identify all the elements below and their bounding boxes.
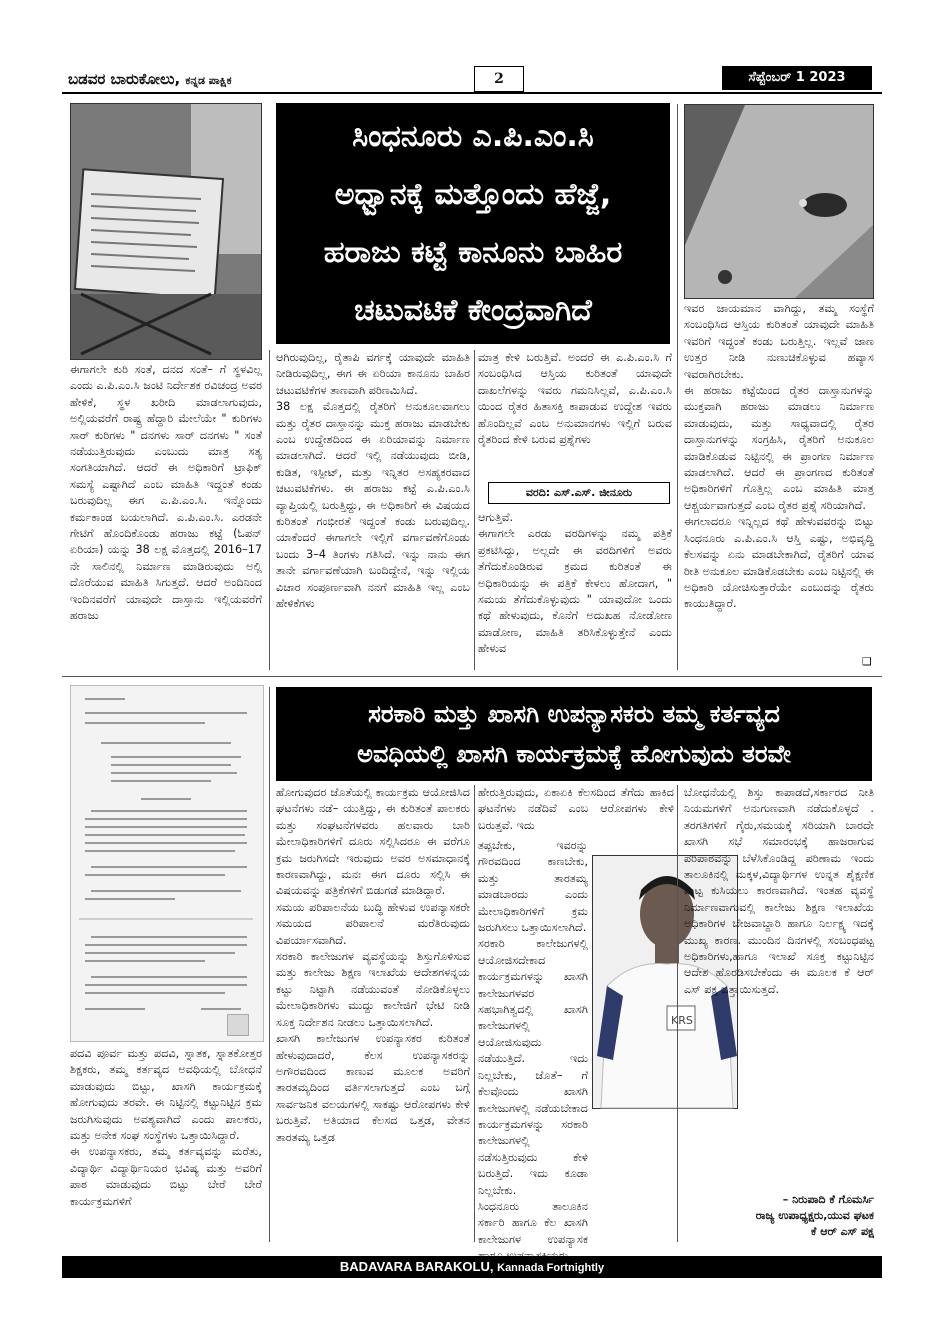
signature-party: ಕೆ ಆರ್ ಎಸ್ ಪಕ್ಷ (810, 1225, 874, 1238)
column-divider (474, 350, 475, 670)
apmc-auction-yard-photo (684, 104, 874, 299)
author-signature (684, 1192, 874, 1240)
article1-column-1: ಈಗಾಗಲೇ ಕುರಿ ಸಂತೆ, ದನದ ಸಂತೆ– ಗೆ ಸ್ಥಳವಿಲ್ಲ ಎಂದು ಎ.ಪಿ.ಎಂ.ಸಿ ಜಂಟಿ ನಿರ್ದೇಶಕ ರವಿಚಂದ್ರ ಅವರ ಹೇಳಿಕೆ, ಸ್ಥಳ ಖರೀದಿ ಮಾಡಲಾಗುವುದು, ಅಲ್ಲಿಯವರೆಗೆ ರಾಷ್ಟ್ರ ಹೆದ್ದಾರಿ ಮೇಲೆಯೇ " ಕುರಿಗಳು ಸಾರ್ ಕುರಿಗಳು " ದನಗಳು ಸಾರ್ ದನಗಳು " ಸಂತೆ ನಡೆಯುತ್ತಿರುವುದು ಎಂಬುದು ಮಾತ್ರ ಸತ್ಯ ಸಂಗತಿಯಾಗಿದೆ. ಆದರೆ ಈ ಅಧಿಕಾರಿಗೆ ಟ್ರಾಫಿಕ್ ಸಮಸ್ಯೆ ಎಷ್ಟಾಗಿದೆ ಎಂಬ ಮಾಹಿತಿ ಇದ್ದಂತೆ ಕಂಡು ಬರುವುದಿಲ್ಲ ಈಗ ಎ.ಪಿ.ಎಂ.ಸಿ. ಇನ್ನೊಂದು ಕರ್ಮಕಾಂಡ ಬಯಲಾಗಿದೆ. ಎ.ಪಿ.ಎಂ.ಸಿ. ಎರಡನೇ ಗೇಟಿಗೆ ಹೊಂದಿಕೊಂಡು ಹರಾಜು ಕಟ್ಟೆ (ಓಪನ್ ಏರಿಯಾ) ಯನ್ನು 38 ಲಕ್ಷ ಮೊತ್ತದಲ್ಲಿ 2016–17 ನೇ ಸಾಲಿನಲ್ಲಿ ನಿರ್ಮಾಣ ಮಾಡಿರುವುದು ಅಲ್ಲಿ ದೊರೆಯುವ ಮಾಹಿತಿ ಸಿಗುತ್ತದೆ. ಆದರೆ ಅಂದಿನಿಂದ ಇಂದಿನವರೆಗೆ ಯಾವುದೇ ದಾಸ್ತಾನು ಇಲ್ಲಿಯವರೆಗೆ ಹರಾಜು (70, 363, 262, 623)
article2-column-4: ಬೋಧನೆಯಲ್ಲಿ ಶಿಸ್ತು ಕಾಪಾಡದೆ,ಸರ್ಕಾರದ ನೀತಿ ನಿಯಮಗಳಿಗೆ ಅನುಗುಣವಾಗಿ ನಡೆದುಕೊಳ್ಳದೆ . ತರಗತಿಗಳಿಗೆ ಗೈರು,ಸಮಯಕ್ಕೆ ಸರಿಯಾಗಿ ಬಾರದೇ ಖಾಸಗಿ ಸಭೆ ಸಮಾರಂಭಕ್ಕೆ ಹಾಜರಾಗುವ ಪರಿಪಾಠವನ್ನು ಬೆಳೆಸಿಕೊಂಡಿದ್ದ ಪರಿಣಾಮ ಇಂದು ತಾಲೂಕಿನಲ್ಲಿ ಮಕ್ಕಳ,ವಿದ್ಯಾರ್ಥಿಗಳ ಉನ್ನತ ಶೈಕ್ಷಣಿಕ ಮಟ್ಟ ಕುಸಿಯಲು ಕಾರಣವಾಗಿದೆ. ಇಂತಹ ವ್ಯವಸ್ಥೆ ನಿರ್ಮಾಣವಾಗುವಲ್ಲಿ ಕಾಲೇಜು ಶಿಕ್ಷಣ ಇಲಾಖೆಯ ಅಧಿಕಾರಿಗಳ ಬೇಜವಾಬ್ದಾರಿ ಹಾಗೂ ನಿರ್ಲಕ್ಷ್ಯ ಇದಕ್ಕೆ ಮುಖ್ಯ ಕಾರಣ. ಮುಂದಿನ ದಿನಗಳಲ್ಲಿ ಸಂಬಂಧಪಟ್ಟ ಅಧಿಕಾರಿಗಳು,ಹಾಗೂ ಇಲಾಖೆ ಸೂಕ್ತ ಕಟ್ಟುನಿಟ್ಟಿನ ಆದೇಶ ಹೊರಡಿಸಬೇಕೆಂದು ಈ ಮೂಲಕ ಕೆ ಆರ್ ಎಸ್ ಪಕ್ಷ ಒತ್ತಾಯಿಸುತ್ತದೆ. (684, 786, 874, 996)
signature-name: – ನಿರುಪಾದಿ ಕೆ ಗೊಮರ್ಸಿ (782, 1193, 874, 1206)
article1-headline-line: ಅಧ್ವಾನಕ್ಕೆ ಮತ್ತೊಂದು ಹೆಜ್ಜೆ, (334, 177, 612, 212)
article2-column-1: ಪದವಿ ಪೂರ್ವ ಮತ್ತು ಪದವಿ, ಸ್ನಾತಕ, ಸ್ನಾತಕೋತ್ತರ ಶಿಕ್ಷಕರು, ತಮ್ಮ ಕರ್ತವ್ಯದ ಅವಧಿಯಲ್ಲಿ ಬೋಧನೆ ಮಾಡುವುದು ಬಿಟ್ಟು, ಖಾಸಗಿ ಕಾರ್ಯಕ್ರಮಕ್ಕೆ ಹೋಗುವುದು ತರವೇ. ಈ ನಿಟ್ಟಿನಲ್ಲಿ ಕಟ್ಟುನಿಟ್ಟಿನ ಕ್ರಮ ಜರುಗಿಸುವುದು ಅವಶ್ಯವಾಗಿದೆ ಎಂದು ಪಾಲಕರು, ಮತ್ತು ಅನೇಕ ಸಂಘ ಸಂಸ್ಥೆಗಳು ಒತ್ತಾಯಿಸಿದ್ದಾರೆ. ಈ ಉಪನ್ಯಾಸಕರು, ತಮ್ಮ ಕರ್ತವ್ಯವನ್ನು ಮರೆತು, ವಿದ್ಯಾರ್ಥಿ ವಿದ್ಯಾರ್ಥಿನಿಯರ ಭವಿಷ್ಯ ಮತ್ತು ಅವರಿಗೆ ಪಾಠ ಮಾಡುವುದು ಬಿಟ್ಟು ಬೇರೆ ಬೇರೆ ಕಾರ್ಯಕ್ರಮಗಳಿಗೆ (70, 1047, 262, 1208)
section-divider (62, 676, 882, 677)
article1-headline (276, 103, 670, 344)
footer-banner (62, 1256, 882, 1278)
article1-headline-line: ಸಿಂಧನೂರು ಎ.ಪಿ.ಎಂ.ಸಿ (352, 119, 594, 154)
article1-column-4: ಇವರ ಜಾಯಮಾನ ವಾಗಿದ್ದು, ತಮ್ಮ ಸಂಸ್ಥೆಗೆ ಸಂಬಂಧಿಸಿದ ಆಸ್ತಿಯ ಕುರಿತಂತೆ ಯಾವುದೇ ಮಾಹಿತಿ ಇವರಿಗೆ ಇದ್ದಂತೆ ಕಂಡು ಬರುತ್ತಿಲ್ಲ. ಇಲ್ಲವೆ ಜಾಣ ಉತ್ತರ ನೀಡಿ ನುಣುಚಿಕೊಳ್ಳುವ ಹವ್ಯಾಸ ಇವರಾಗಿರಬೇಕು. ಈ ಹರಾಜು ಕಟ್ಟೆಯಿಂದ ರೈತರ ದಾಸ್ತಾನುಗಳನ್ನು ಮುಕ್ತವಾಗಿ ಹರಾಜು ಮಾಡಲು ನಿರ್ಮಾಣ ಮಾಡುವುದು, ಮತ್ತು ಸಾಧ್ಯವಾದಲ್ಲಿ ರೈತರ ದಾಸ್ತಾನುಗಳನ್ನು ಸಂಗ್ರಹಿಸಿ, ರೈತರಿಗೆ ಅನುಕೂಲ ಮಾಡಿಕೊಡುವ ನಿಟ್ಟಿನಲ್ಲಿ ಈ ಪ್ರಾಂಗಣ ನಿರ್ಮಾಣ ಮಾಡಲಾಗಿದೆ. ಆದರೆ ಈ ಪ್ರಾಂಗಣದ ಕುರಿತಂತೆ ಅಧಿಕಾರಿಗಳಿಗೆ ಗೊತ್ತಿಲ್ಲ ಎಂಬ ಮಾಹಿತಿ ಮಾತ್ರ ಆಶ್ಚರ್ಯವಾಗುತ್ತದೆ ಎಂಬ ರೈತರ ಪ್ರಶ್ನೆ ಸರಿಯಾಗಿದೆ. ಈಗಲಾದರೂ ಇನ್ನಿಲ್ಲದ ಕಥೆ ಹೇಳುವವರನ್ನು ಬಿಟ್ಟು ಸಿಂಧನೂರು ಎ.ಪಿ.ಎಂ.ಸಿ ಆಸ್ತಿ ಎಷ್ಟು, ಅಭಿವೃದ್ಧಿ ಕೆಲಸವನ್ನು ಏನು ಮಾಡಬೇಕಾಗಿದೆ, ರೈತರಿಗೆ ಯಾವ ರೀತಿ ಅನುಕೂಲ ಮಾಡಿಕೊಡಬೇಕು ಎಂಬ ನಿಟ್ಟಿನಲ್ಲಿ ಈ ಅಧಿಕಾರಿ ಯೋಚಿಸುತ್ತಾರೆಯೇ ಎಂಬುದನ್ನು ರೈತರು ಕಾಯುತಿದ್ದಾರೆ. (684, 302, 874, 611)
apmc-signboard-photo (70, 103, 262, 360)
header-rule (62, 92, 882, 94)
column-divider (269, 687, 270, 1242)
yard-illustration (685, 105, 873, 298)
complaint-letter-image (70, 685, 264, 1042)
column-divider (677, 104, 678, 670)
article2-column-3a: ಹೇರುತ್ತಿರುವುದು, ಏಕಾಏಕಿ ಕೆಲಸದಿಂದ ತೆಗೆದು ಹಾಕಿದ ಘಟನೆಗಳು ನಡೆದಿವೆ ಎಂಬ ಆರೋಪಗಳು ಕೇಳಿ ಬರುತ್ತವೆ. ಇದು (478, 786, 674, 832)
article1-column-3b: ಆಗುತ್ತಿವೆ. ಈಗಾಗಲೇ ಎರಡು ವರದಿಗಳನ್ನು ನಮ್ಮ ಪತ್ರಿಕೆ ಪ್ರಕಟಿಸಿದ್ದು, ಅಲ್ಲದೇ ಈ ವರದಿಗಳಿಗೆ ಅವರು ತೆಗೆದುಕೊಂಡಿರುವ ಕ್ರಮದ ಕುರಿತಂತೆ ಈ ಅಧಿಕಾರಿಯನ್ನು ಈ ಪತ್ರಿಕೆ ಕೇಳಲು ಹೋದಾಗ, " ಸಮಯ ತೆಗೆದುಕೊಳ್ಳುವುದು " ಯಾವುದೋ ಒಂದು ಕಥೆ ಹೇಳುವುದು, ಕೊನೆಗೆ ಅದುಖಹ ನೋಡೋಣ ಮಾಡೋಣ, ಮಾಹಿತಿ ತರಿಸಿಕೊಳ್ಳುತ್ತೇನೆ ಎಂದು ಹೇಳುವ (478, 511, 672, 656)
article1-headline-line: ಚಟುವಟಿಕೆ ಕೇಂದ್ರವಾಗಿದೆ (354, 293, 592, 328)
masthead (68, 70, 232, 88)
svg-text:KRS: KRS (671, 1014, 693, 1027)
column-divider (474, 785, 475, 1242)
article1-column-3a: ಮಾತ್ರ ಕೇಳಿ ಬರುತ್ತಿವೆ. ಅಂದರೆ ಈ ಎ.ಪಿ.ಎಂ.ಸಿ ಗೆ ಸಂಬಂಧಿಸಿದ ಆಸ್ತಿಯ ಕುರಿತಂತೆ ಯಾವುದೇ ದಾಖಲೆಗಳನ್ನು ಇವರು ಗಮನಿಸಿಲ್ಲವೆ, ಎ.ಪಿ.ಎಂ.ಸಿ ಯಿಂದ ರೈತರ ಹಿತಾಸಕ್ತಿ ಕಾಪಾಡುವ ಉದ್ದೇಶ ಇವರು ಹೊಂದಿಲ್ಲವೆ ಎಂಬ ಅನುಮಾನಗಳು ಇಲ್ಲಿಗೆ ಬರುವ ರೈತರಿಂದ ಕೇಳಿ ಬರುವ ಪ್ರಶ್ನೆಗಳು (478, 351, 672, 447)
issue-date: ಸೆಪ್ಟೆಂಬರ್ 1 2023 (722, 66, 872, 90)
footer-subtitle: Kannada Fortnightly (497, 1262, 605, 1274)
article2-headline-line: ಅವಧಿಯಲ್ಲಿ ಖಾಸಗಿ ಕಾರ್ಯಕ್ರಮಕ್ಕೆ ಹೋಗುವುದು ತರವೇ (357, 740, 791, 768)
masthead-title: ಬಡವರ ಬಾರುಕೋಲು, (68, 70, 181, 88)
page-number: 2 (474, 66, 524, 92)
article1-headline-line: ಹರಾಜು ಕಟ್ಟೆ ಕಾನೂನು ಬಾಹಿರ (323, 235, 623, 270)
article1-byline: ವರದಿ: ಎಸ್.ಎಸ್. ಜೀನೂರು (488, 482, 670, 504)
article2-headline-line: ಸರಕಾರಿ ಮತ್ತು ಖಾಸಗಿ ಉಪನ್ಯಾಸಕರು ತಮ್ಮ ಕರ್ತವ್ಯದ (368, 700, 780, 728)
masthead-subtitle: ಕನ್ನಡ ಪಾಕ್ಷಿಕ (185, 74, 232, 87)
footer-title: BADAVARA BARAKOLU, (339, 1259, 494, 1274)
article2-column-3b: ತಪ್ಪಬೇಕು, ಇವರನ್ನು ಗೌರವದಿಂದ ಕಾಣಬೇಕು, ಮತ್ತು ತಾರತಮ್ಯ ಮಾಡಬಾರದು ಎಂದು ಮೇಲಾಧಿಕಾರಿಗಳಿಗೆ ಕ್ರಮ ಜರುಗಿಸಲು ಒತ್ತಾಯಿಸಲಾಗಿದೆ. ಸರಕಾರಿ ಕಾಲೇಜುಗಳಲ್ಲಿ ಆಯೋಜಿಸದೇಕಾದ ಕಾರ್ಯಕ್ರಮಗಳನ್ನು ಖಾಸಗಿ ಕಾಲೇಜುಗಳವರ ಸಹಭಾಗಿತ್ವದಲ್ಲಿ ಖಾಸಗಿ ಕಾಲೇಜುಗಳಲ್ಲಿ ಆಯೋಜಿಸುವುದು ನಡೆಯುತ್ತಿದೆ. ಇದು ನಿಲ್ಲಬೇಕು, ಜೊತೆ– ಗೆ ಕೆಲವೊಂದು ಖಾಸಗಿ ಕಾಲೇಜುಗಳಲ್ಲಿ ನಡೆಯಬೇಕಾದ ಕಾರ್ಯಕ್ರಮಗಳನ್ನು ಸರಕಾರಿ ಕಾಲೇಜುಗಳಲ್ಲಿ ನಡೆಸುತ್ತಿರುವುದು ಕೇಳಿ ಬರುತ್ತಿದೆ. ಇದು ಕೂಡಾ ನಿಲ್ಲಬೇಕು. ಸಿಂಧನೂರು ತಾಲೂಕಿನ ಸರ್ಕಾರಿ ಹಾಗೂ ಕೆಲ ಖಾಸಗಿ ಕಾಲೇಜುಗಳ ಉಪನ್ಯಾಸಕ (478, 839, 588, 1246)
article2-headline (276, 687, 872, 781)
article1-end-mark: ❑ (862, 655, 872, 668)
article1-column-2: ಆಗಿರುವುದಿಲ್ಲ, ರೈತಾಪಿ ವರ್ಗಕ್ಕೆ ಯಾವುದೇ ಮಾಹಿತಿ ನೀಡಿರುವುದಿಲ್ಲ, ಈಗ ಈ ಏರಿಯಾ ಕಾನೂನು ಬಾಹಿರ ಚಟುವಟಿಕೆಗಳ ತಾಣವಾಗಿ ಪರಿಣಮಿಸಿದೆ. 38 ಲಕ್ಷ ಮೊತ್ತದಲ್ಲಿ ರೈತರಿಗೆ ಅನುಕೂಲವಾಗಲು ಮತ್ತು ರೈತರ ದಾಸ್ತಾನನ್ನು ಮುಕ್ತ ಹರಾಜು ಮಾಡಬೇಕು ಎಂಬ ಉದ್ದೇಶದಿಂದ ಈ ಏರಿಯಾವನ್ನು ನಿರ್ಮಾಣ ಮಾಡಲಾಗಿದೆ. ಆದರೆ ಇಲ್ಲಿ ನಡೆಯುವುದು ಬೀಡಿ, ಕುಡಿತ, ಇಸ್ಪೀಟ್, ಮತ್ತು ಇನ್ನಿತರ ಅಸಹ್ಯಕರವಾದ ಚಟುವಟಿಕೆಗಳು. ಈ ಹರಾಜು ಕಟ್ಟೆ ಎ.ಪಿ.ಎಂ.ಸಿ ವ್ಯಾಪ್ತಿಯಲ್ಲಿ ಬರುತ್ತಿದ್ದು, ಈ ಅಧಿಕಾರಿಗೆ ಈ ವಿಷಯದ ಕುರಿತಂತೆ ಗಂಭೀರತೆ ಇದ್ದಂತೆ ಕಂಡು ಬರುವುದಿಲ್ಲ. ಯಾಕೆಂದರೆ ಈಗಾಗಲೇ ಇಲ್ಲಿಗೆ ವರ್ಗಾವಣೆಗೊಂಡು ಬಂದು 3–4 ತಿಂಗಳು ಗತಿಸಿದೆ. ಇನ್ನು ನಾನು ಈಗ ತಾನೇ ವರ್ಗಾವಣೆಯಾಗಿ ಬಂದಿದ್ದೇನೆ, ಇನ್ನು ಇಲ್ಲಿಯ ವಿಚಾರ ಸಂಪೂರ್ಣವಾಗಿ ನನಗೆ ಮಾಹಿತಿ ಇಲ್ಲ ಎಂಬ ಹೇಳಿಕೆಗಳು (276, 351, 470, 611)
column-divider (269, 350, 270, 670)
signature-title: ರಾಜ್ಯ ಉಪಾಧ್ಯಕ್ಷರು,ಯುವ ಘಟಕ (755, 1209, 874, 1222)
column-divider (677, 785, 678, 1242)
article2-column-2: ಹೋಗುವುದರ ಜೊತೆಯಲ್ಲಿ ಕಾರ್ಯಕ್ರಮ ಆಯೋಜಿಸಿದ ಘಟನೆಗಳು ನಡೆ– ಯುತ್ತಿದ್ದು, ಈ ಕುರಿತಂತೆ ಪಾಲಕರು ಮತ್ತು ಸಂಘಟನೆಗಳವರು ಹಲವಾರು ಬಾರಿ ಮೇಲಾಧಿಕಾರಿಗಳಿಗೆ ದೂರು ಸಲ್ಲಿಸಿದರೂ ಈ ವರೆಗೂ ಕ್ರಮ ಜರುಗಿಸದೇ ಇರುವುದು ಅವರ ಅಸಮಾಧಾನಕ್ಕೆ ಕಾರಣವಾಗಿದ್ದು, ಮನಃ ಈಗ ದೂರು ಸಲ್ಲಿಸಿ ಈ ವಿಷಯವನ್ನು ಪತ್ರಿಕೆಗಳಿಗೆ ಬಿಡುಗಡೆ ಮಾಡಿದ್ದಾರೆ. ಸಮಯ ಪರಿಪಾಲನೆಯ ಬುದ್ಧಿ ಹೇಳುವ ಉಪನ್ಯಾಸಕರೇ ಸಮಯದ ಪರಿಪಾಲನೆ ಮರೆತಿರುವುದು ವಿಪರ್ಯಾಸವಾಗಿದೆ. ಸರಕಾರಿ ಕಾಲೇಜುಗಳ ವ್ಯವಸ್ಥೆಯನ್ನು ಶಿಸ್ತುಗೊಳಿಸುವ ಮತ್ತು ಕಾಲೇಜು ಶಿಕ್ಷಣ ಇಲಾಖೆಯ ಆದೇಶಗಳನ್ನಯ ಕಟ್ಟು ನಿಟ್ಟಾಗಿ ನಡೆಯುವಂತೆ ನೋಡಿಕೊಳ್ಳಲು ಮೇಲಾಧಿಕಾರಿಗಳು ಮುದ್ದು ಕಾಲೇಜಿಗೆ ಭೇಟಿ ನೀಡಿ ಸೂಕ್ತ ನಿರ್ದೇಶನ ನೀಡಲು ಒತ್ತಾಯಿಸಲಾಗಿದೆ. ಖಾಸಗಿ ಕಾಲೇಜುಗಳ ಉಪನ್ಯಾಸಕರ ಕುರಿತಂತೆ ಹೇಳುವುದಾದರೆ, ಕೆಲಸ ಉಪನ್ಯಾಸಕರನ್ನು ಅಗೌರವದಿಂದ ಕಾಣುವ ಮೂಲಕ ಅವರಿಗೆ ತಾರತಮ್ಯದಿಂದ ವರ್ತಿಸಲಾಗುತ್ತದೆ ಎಂಬ ಬಗ್ಗೆ ಸಾರ್ವಜನಿಕ ವಲಯಗಳಲ್ಲಿ ಸಾಕಷ್ಟು ಆರೋಪಗಳು ಕೇಳಿ ಬರುತ್ತಿವೆ. ಅತಿಯಾದ ಕೆಲಸದ ಒತ್ತಡ, ವೇತನ ತಾರತಮ್ಯ ಒತ್ತಡ (276, 786, 470, 1144)
signboard-illustration (71, 104, 261, 359)
